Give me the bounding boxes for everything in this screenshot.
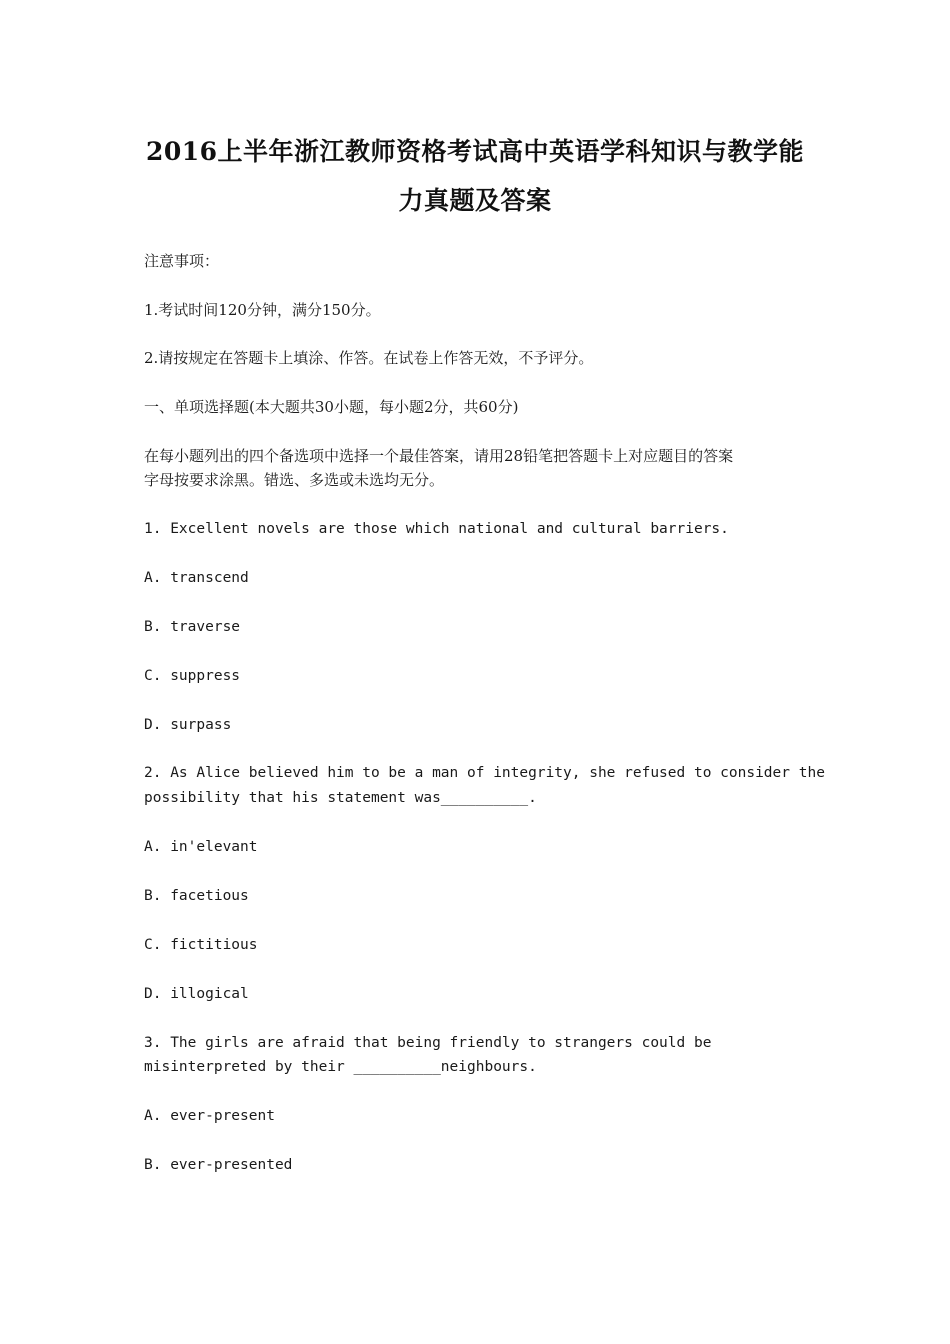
notice-item-2: 2.请按规定在答题卡上填涂、作答。在试卷上作答无效，不予评分。: [144, 349, 594, 367]
document-title-line-1: 2016上半年浙江教师资格考试高中英语学科知识与教学能: [145, 137, 805, 166]
notice-heading: 注意事项：: [144, 252, 220, 270]
question-2-option-b: B. facetious: [144, 888, 249, 904]
document-title-line-2: 力真题及答案: [398, 186, 552, 215]
question-2-stem-line-2: possibility that his statement was__________.: [144, 790, 537, 806]
question-3-option-b: B. ever-presented: [144, 1157, 293, 1173]
instruction-line-1: 在每小题列出的四个备选项中选择一个最佳答案，请用28铅笔把答题卡上对应题目的答案: [144, 447, 734, 465]
question-2-option-c: C. fictitious: [144, 937, 258, 953]
question-3-stem-line-1: 3. The girls are afraid that being friendly to strangers could be: [144, 1035, 712, 1051]
question-3-stem-line-2: misinterpreted by their __________neighbours.: [144, 1059, 537, 1075]
question-1-option-c: C. suppress: [144, 668, 241, 684]
question-1-stem: 1. Excellent novels are those which national and cultural barriers.: [144, 521, 729, 537]
question-3-option-a: A. ever-present: [144, 1108, 275, 1124]
question-2-option-d: D. illogical: [144, 986, 249, 1002]
section-heading: 一、单项选择题(本大题共30小题，每小题2分，共60分): [144, 398, 519, 416]
notice-item-1: 1.考试时间120分钟，满分150分。: [144, 301, 381, 319]
question-1-option-d: D. surpass: [144, 717, 232, 733]
instruction-line-2: 字母按要求涂黑。错选、多选或未选均无分。: [144, 471, 445, 489]
question-1-option-b: B. traverse: [144, 619, 241, 635]
question-2-stem-line-1: 2. As Alice believed him to be a man of integrity, she refused to consider the: [144, 765, 825, 781]
question-1-option-a: A. transcend: [144, 570, 249, 586]
question-2-option-a: A. in'elevant: [144, 839, 258, 855]
